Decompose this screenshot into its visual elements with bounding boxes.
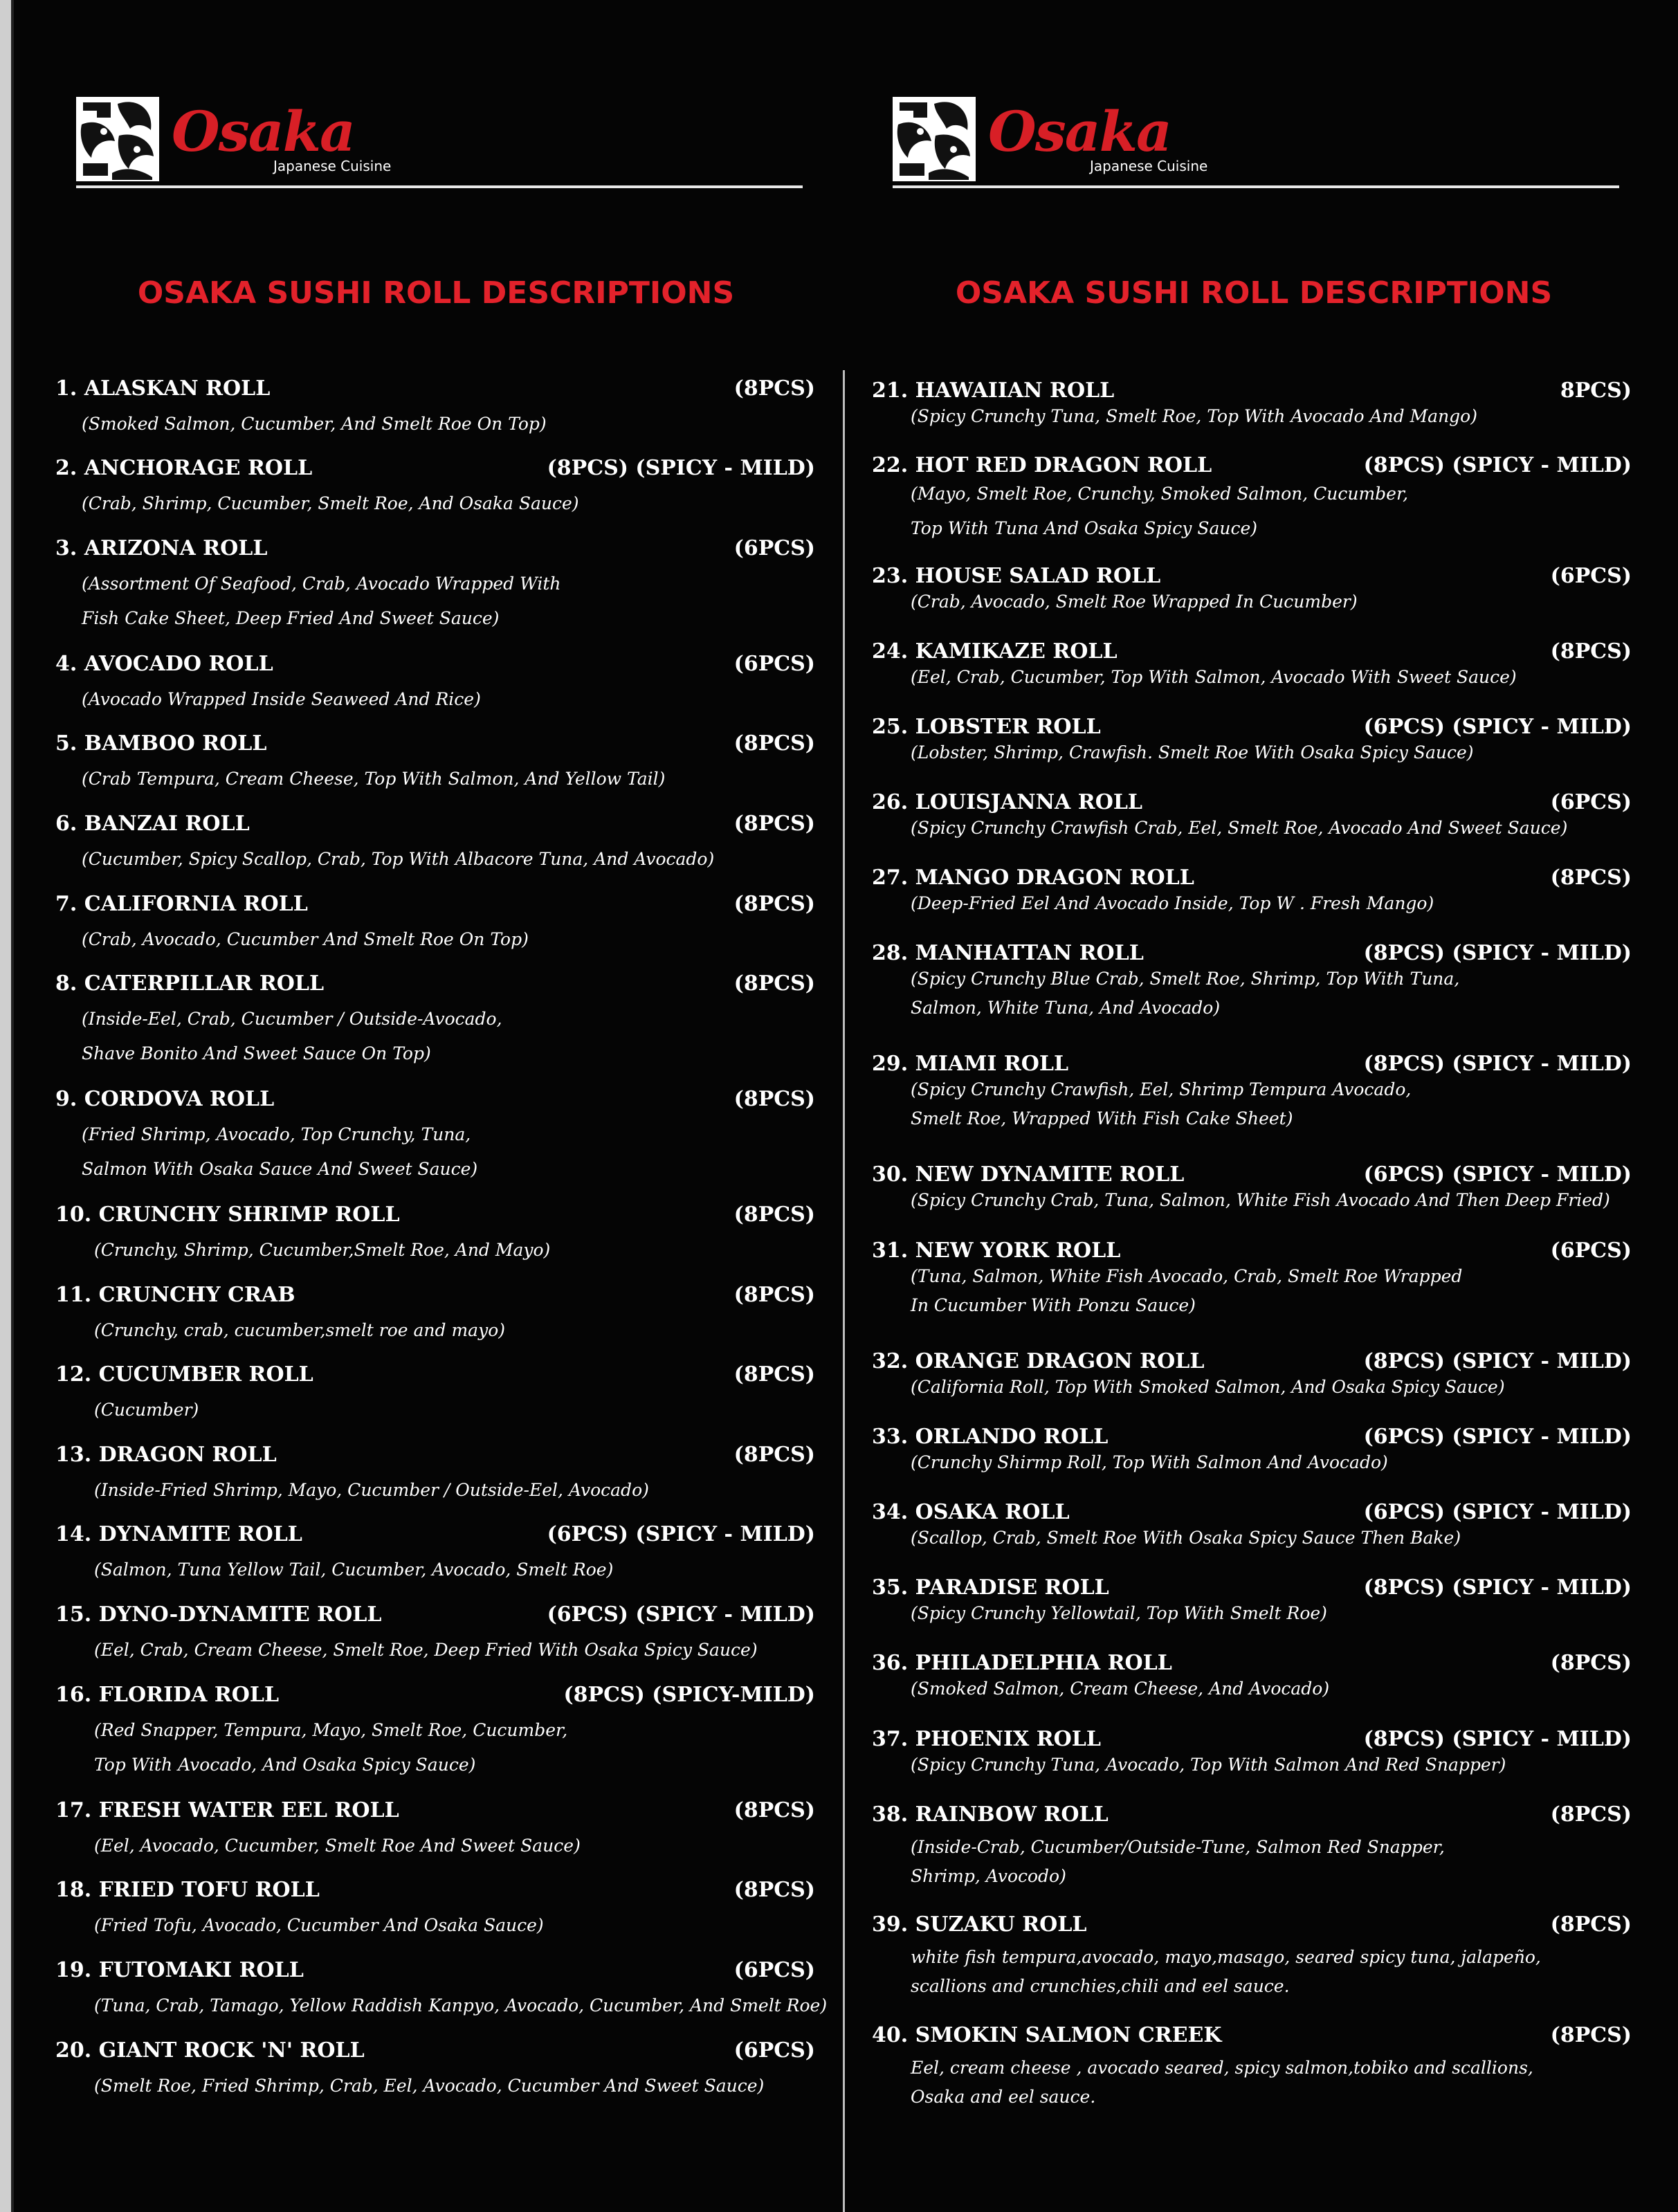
item-description: (California Roll, Top With Smoked Salmon, And Osaka Spicy Sauce): [911, 1377, 1505, 1397]
item-name: 10. CRUNCHY SHRIMP ROLL: [55, 1203, 400, 1227]
item-description: (Tuna, Salmon, White Fish Avocado, Crab, Smelt Roe Wrapped In Cucumber With Ponzu Sauce): [911, 1266, 1463, 1315]
item-pieces: (8PCS): [733, 1878, 815, 1902]
item-description: (Salmon, Tuna Yellow Tail, Cucumber, Avocado, Smelt Roe): [94, 1560, 614, 1580]
item-name: 30. NEW DYNAMITE ROLL: [872, 1162, 1185, 1187]
item-name: 37. PHOENIX ROLL: [872, 1727, 1101, 1751]
item-name: 11. CRUNCHY CRAB: [55, 1283, 295, 1307]
item-description: (Tuna, Crab, Tamago, Yellow Raddish Kanpyo, Avocado, Cucumber, And Smelt Roe): [94, 1995, 828, 2016]
item-description: (Avocado Wrapped Inside Seaweed And Rice): [82, 689, 481, 709]
item-name: 39. SUZAKU ROLL: [872, 1912, 1087, 1937]
item-description: (Crunchy Shirmp Roll, Top With Salmon And Avocado): [911, 1452, 1388, 1472]
item-pieces: (8PCS) (SPICY - MILD): [1363, 1727, 1632, 1751]
item-description: (Crab Tempura, Cream Cheese, Top With Salmon, And Yellow Tail): [82, 769, 666, 789]
item-name: 25. LOBSTER ROLL: [872, 715, 1101, 739]
item-description: (Deep-Fried Eel And Avocado Inside, Top W . Fresh Mango): [911, 893, 1434, 913]
item-description: (Lobster, Shrimp, Crawfish. Smelt Roe With Osaka Spicy Sauce): [911, 742, 1474, 762]
item-name: 28. MANHATTAN ROLL: [872, 941, 1144, 965]
item-pieces: (8PCS): [733, 1087, 815, 1111]
item-name: 6. BANZAI ROLL: [55, 812, 250, 836]
item-pieces: (6PCS): [1550, 1238, 1632, 1263]
item-description: (Red Snapper, Tempura, Mayo, Smelt Roe, Cucumber, Top With Avocado, And Osaka Spicy Sauce): [94, 1720, 568, 1775]
item-name: 3. ARIZONA ROLL: [55, 536, 268, 560]
item-name: 35. PARADISE ROLL: [872, 1575, 1109, 1600]
item-pieces: (8PCS): [1550, 2023, 1632, 2047]
item-name: 36. PHILADELPHIA ROLL: [872, 1651, 1172, 1675]
item-name: 26. LOUISJANNA ROLL: [872, 790, 1143, 814]
item-name: 16. FLORIDA ROLL: [55, 1683, 280, 1707]
item-name: 23. HOUSE SALAD ROLL: [872, 564, 1161, 588]
item-pieces: (8PCS): [1550, 1651, 1632, 1675]
item-pieces: (6PCS) (SPICY - MILD): [547, 1522, 815, 1546]
item-name: 13. DRAGON ROLL: [55, 1443, 277, 1467]
item-pieces: (6PCS): [733, 536, 815, 560]
item-pieces: (8PCS): [733, 812, 815, 836]
item-description: (Fried Shrimp, Avocado, Top Crunchy, Tuna, Salmon With Osaka Sauce And Sweet Sauce): [82, 1124, 478, 1179]
item-name: 9. CORDOVA ROLL: [55, 1087, 275, 1111]
item-pieces: (8PCS): [733, 1203, 815, 1227]
item-description: (Cucumber, Spicy Scallop, Crab, Top With Albacore Tuna, And Avocado): [82, 849, 715, 869]
item-pieces: (8PCS): [733, 1283, 815, 1307]
item-description: (Spicy Crunchy Yellowtail, Top With Smelt Roe): [911, 1603, 1327, 1623]
item-description: (Eel, Crab, Cream Cheese, Smelt Roe, Deep Fried With Osaka Spicy Sauce): [94, 1640, 758, 1660]
item-pieces: (8PCS) (SPICY - MILD): [1363, 1349, 1632, 1373]
item-description: (Crab, Shrimp, Cucumber, Smelt Roe, And Osaka Sauce): [82, 493, 579, 513]
item-pieces: (8PCS): [733, 1443, 815, 1467]
roll-list-left: [55, 0, 828, 2212]
item-name: 27. MANGO DRAGON ROLL: [872, 866, 1194, 890]
item-pieces: (8PCS): [1550, 866, 1632, 890]
item-pieces: (8PCS): [733, 892, 815, 916]
item-description: (Scallop, Crab, Smelt Roe With Osaka Spicy Sauce Then Bake): [911, 1528, 1461, 1548]
item-name: 5. BAMBOO ROLL: [55, 731, 267, 756]
item-description: (Mayo, Smelt Roe, Crunchy, Smoked Salmon, Cucumber, Top With Tuna And Osaka Spicy Sauce): [911, 484, 1409, 538]
item-pieces: (8PCS) (SPICY-MILD): [563, 1683, 815, 1707]
item-description: (Smoked Salmon, Cucumber, And Smelt Roe On Top): [82, 414, 547, 434]
section-title-left: OSAKA SUSHI ROLL DESCRIPTIONS: [137, 275, 735, 311]
item-description: (Spicy Crunchy Crab, Tuna, Salmon, White Fish Avocado And Then Deep Fried): [911, 1190, 1610, 1210]
item-name: 7. CALIFORNIA ROLL: [55, 892, 308, 916]
item-pieces: (6PCS): [1550, 564, 1632, 588]
item-description: (Spicy Crunchy Crawfish, Eel, Shrimp Tempura Avocado, Smelt Roe, Wrapped With Fish Cake Sheet): [911, 1079, 1412, 1128]
item-pieces: (8PCS): [1550, 639, 1632, 664]
item-pieces: (8PCS): [1550, 1802, 1632, 1827]
item-description: white fish tempura,avocado, mayo,masago, seared spicy tuna, jalapeño, scallions and crunchies,chili and eel sauce.: [911, 1947, 1541, 1996]
roll-list-right: [872, 0, 1632, 2212]
item-description: (Cucumber): [94, 1400, 199, 1420]
item-name: 17. FRESH WATER EEL ROLL: [55, 1798, 399, 1822]
item-name: 24. KAMIKAZE ROLL: [872, 639, 1118, 664]
item-pieces: (6PCS): [733, 2038, 815, 2063]
item-pieces: (8PCS): [733, 376, 815, 401]
page-edge-shadow: [11, 0, 14, 2212]
brand-subtitle: Japanese Cuisine: [1090, 158, 1208, 174]
item-description: (Crab, Avocado, Cucumber And Smelt Roe On Top): [82, 929, 529, 949]
item-description: (Spicy Crunchy Tuna, Smelt Roe, Top With Avocado And Mango): [911, 406, 1477, 426]
item-pieces: (6PCS) (SPICY - MILD): [1363, 715, 1632, 739]
item-name: 33. ORLANDO ROLL: [872, 1425, 1109, 1449]
item-name: 38. RAINBOW ROLL: [872, 1802, 1109, 1827]
item-description: (Smoked Salmon, Cream Cheese, And Avocado): [911, 1679, 1330, 1699]
item-description: (Eel, Avocado, Cucumber, Smelt Roe And Sweet Sauce): [94, 1836, 581, 1856]
item-pieces: (8PCS): [733, 971, 815, 996]
section-title-right: OSAKA SUSHI ROLL DESCRIPTIONS: [955, 275, 1553, 311]
item-pieces: (8PCS): [1550, 1912, 1632, 1937]
item-description: (Inside-Fried Shrimp, Mayo, Cucumber / Outside-Eel, Avocado): [94, 1480, 649, 1500]
item-name: 14. DYNAMITE ROLL: [55, 1522, 302, 1546]
item-pieces: (8PCS) (SPICY - MILD): [1363, 1575, 1632, 1600]
item-description: (Crunchy, crab, cucumber,smelt roe and mayo): [94, 1320, 506, 1340]
item-pieces: (8PCS) (SPICY - MILD): [1363, 1052, 1632, 1076]
item-description: (Spicy Crunchy Tuna, Avocado, Top With Salmon And Red Snapper): [911, 1755, 1506, 1775]
item-name: 40. SMOKIN SALMON CREEK: [872, 2023, 1222, 2047]
item-pieces: (6PCS) (SPICY - MILD): [547, 1602, 815, 1627]
item-description: (Smelt Roe, Fried Shrimp, Crab, Eel, Avocado, Cucumber And Sweet Sauce): [94, 2076, 765, 2096]
item-description: (Fried Tofu, Avocado, Cucumber And Osaka Sauce): [94, 1915, 544, 1935]
column-divider: [843, 370, 845, 2212]
item-description: (Assortment Of Seafood, Crab, Avocado Wrapped With Fish Cake Sheet, Deep Fried And Sweet Sauce): [82, 574, 561, 628]
item-description: (Eel, Crab, Cucumber, Top With Salmon, Avocado With Sweet Sauce): [911, 667, 1517, 687]
item-name: 8. CATERPILLAR ROLL: [55, 971, 325, 996]
item-name: 31. NEW YORK ROLL: [872, 1238, 1121, 1263]
item-name: 34. OSAKA ROLL: [872, 1500, 1070, 1524]
item-pieces: (8PCS): [733, 1362, 815, 1387]
item-pieces: (6PCS) (SPICY - MILD): [1363, 1162, 1632, 1187]
brand-name: Osaka: [172, 99, 354, 164]
brand-name: Osaka: [988, 99, 1171, 164]
item-name: 22. HOT RED DRAGON ROLL: [872, 453, 1212, 477]
item-name: 12. CUCUMBER ROLL: [55, 1362, 313, 1387]
item-name: 32. ORANGE DRAGON ROLL: [872, 1349, 1205, 1373]
item-name: 18. FRIED TOFU ROLL: [55, 1878, 320, 1902]
item-name: 2. ANCHORAGE ROLL: [55, 456, 313, 480]
item-name: 21. HAWAIIAN ROLL: [872, 378, 1115, 403]
item-pieces: (8PCS) (SPICY - MILD): [547, 456, 815, 480]
item-pieces: (8PCS): [733, 731, 815, 756]
brand-subtitle: Japanese Cuisine: [273, 158, 392, 174]
item-pieces: (6PCS) (SPICY - MILD): [1363, 1500, 1632, 1524]
item-description: (Spicy Crunchy Crawfish Crab, Eel, Smelt Roe, Avocado And Sweet Sauce): [911, 818, 1568, 838]
item-pieces: (8PCS): [733, 1798, 815, 1822]
item-name: 15. DYNO-DYNAMITE ROLL: [55, 1602, 382, 1627]
item-name: 1. ALASKAN ROLL: [55, 376, 271, 401]
item-description: (Inside-Eel, Crab, Cucumber / Outside-Avocado, Shave Bonito And Sweet Sauce On Top): [82, 1009, 502, 1063]
item-description: (Inside-Crab, Cucumber/Outside-Tune, Salmon Red Snapper, Shrimp, Avocodo): [911, 1837, 1445, 1886]
item-pieces: 8PCS): [1560, 378, 1632, 403]
item-pieces: (8PCS) (SPICY - MILD): [1363, 453, 1632, 477]
item-name: 20. GIANT ROCK 'N' ROLL: [55, 2038, 365, 2063]
item-pieces: (8PCS) (SPICY - MILD): [1363, 941, 1632, 965]
item-name: 4. AVOCADO ROLL: [55, 652, 273, 676]
item-pieces: (6PCS) (SPICY - MILD): [1363, 1425, 1632, 1449]
item-name: 19. FUTOMAKI ROLL: [55, 1958, 304, 1982]
item-pieces: (6PCS): [1550, 790, 1632, 814]
item-pieces: (6PCS): [733, 1958, 815, 1982]
item-description: (Spicy Crunchy Blue Crab, Smelt Roe, Shrimp, Top With Tuna, Salmon, White Tuna, And Avocado): [911, 969, 1460, 1018]
item-description: Eel, cream cheese , avocado seared, spicy salmon,tobiko and scallions, Osaka and eel sauce.: [911, 2058, 1533, 2107]
item-description: (Crunchy, Shrimp, Cucumber,Smelt Roe, And Mayo): [94, 1240, 551, 1260]
item-pieces: (6PCS): [733, 652, 815, 676]
item-name: 29. MIAMI ROLL: [872, 1052, 1069, 1076]
item-description: (Crab, Avocado, Smelt Roe Wrapped In Cucumber): [911, 592, 1358, 612]
